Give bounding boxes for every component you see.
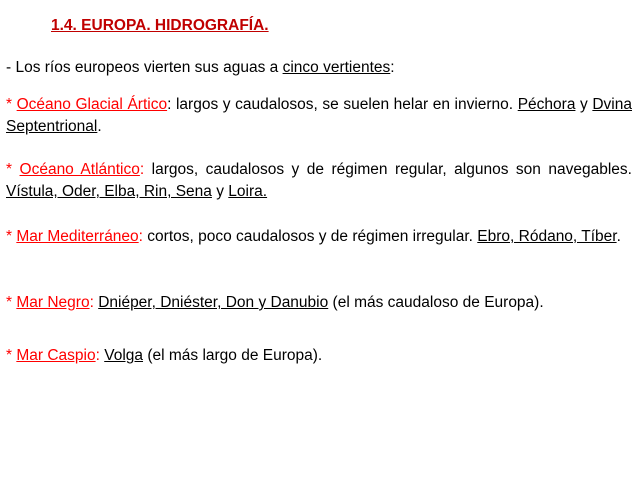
river-list: Dvina Septentrional (6, 96, 632, 135)
intro-text: - Los ríos europeos vierten sus aguas a (6, 59, 283, 76)
section-black-sea (6, 292, 632, 314)
river-list: Péchora (517, 96, 576, 113)
section-atlantic (6, 159, 632, 203)
basin-colon: : (138, 228, 143, 245)
bullet-marker: * (6, 347, 17, 364)
basin-name: Mar Caspio (16, 347, 96, 364)
bullet-marker: * (6, 294, 17, 311)
section-caspian (6, 345, 632, 367)
basin-name: Océano Glacial Ártico (16, 96, 168, 113)
basin-colon: : (89, 294, 94, 311)
basin-description: (el más largo de Europa). (143, 347, 323, 364)
basin-description: (el más caudaloso de Europa). (328, 294, 544, 311)
river-list: Loira. (228, 183, 268, 200)
bullet-marker: * (6, 161, 20, 178)
section-arctic (6, 94, 632, 138)
basin-colon: : (95, 347, 100, 364)
river-list: Ebro, Ródano, Tíber (477, 228, 617, 245)
basin-colon: : (167, 96, 172, 113)
river-list: Vístula, Oder, Elba, Rin, Sena (6, 183, 212, 200)
river-list: Volga (104, 347, 144, 364)
bullet-marker: * (6, 96, 17, 113)
basin-name: Mar Mediterráneo (16, 228, 139, 245)
sentence-end: . (616, 228, 621, 245)
basin-colon: : (139, 161, 145, 178)
intro-paragraph (6, 57, 632, 79)
river-list: Dniéper, Dniéster, Don y Danubio (98, 294, 329, 311)
basin-description: largos, caudalosos y de régimen regular, algunos son navegables. (144, 161, 632, 178)
bullet-marker: * (6, 228, 17, 245)
river-joiner: y (211, 183, 229, 200)
intro-link: cinco vertientes (282, 59, 391, 76)
basin-name: Océano Atlántico (19, 161, 140, 178)
page-title: 1.4. EUROPA. HIDROGRAFÍA. (51, 17, 269, 34)
sentence-end: . (97, 118, 102, 135)
basin-description: largos y caudalosos, se suelen helar en invierno. (171, 96, 518, 113)
section-mediterranean (6, 226, 632, 248)
intro-colon: : (390, 59, 395, 76)
basin-name: Mar Negro (16, 294, 90, 311)
basin-description: cortos, poco caudalosos y de régimen irregular. (142, 228, 478, 245)
river-joiner: y (575, 96, 593, 113)
